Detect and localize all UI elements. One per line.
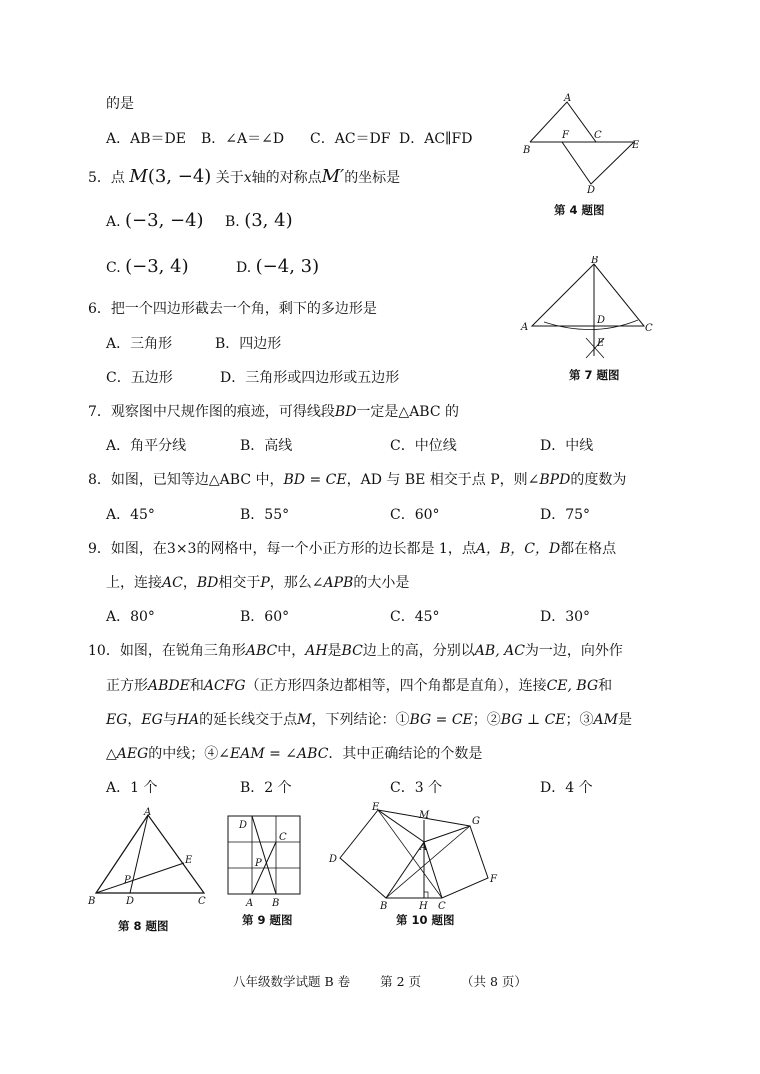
q10-l1a: 10．如图，在锐角三角形: [88, 643, 246, 659]
q7-stem: [88, 401, 459, 421]
fig8-label-p: P: [124, 875, 131, 886]
fig4-label-a: A: [564, 93, 572, 104]
q10-c2: BG ⊥ CE: [500, 712, 566, 728]
fig10-label-g: G: [472, 816, 480, 827]
q10-l1d: 边上的高，分别以: [362, 643, 475, 659]
q5-option-d-value: (−4, 3): [255, 256, 320, 277]
fig9-caption: 第 9 题图: [242, 913, 293, 927]
q6-option-c: C．五边形: [106, 370, 173, 386]
q8-option-d: D．75°: [540, 507, 591, 523]
fig7-caption: 第 7 题图: [569, 368, 620, 382]
q9-stem-1b: 的网格中，每一个小正方形的边长都是 1，点: [196, 541, 476, 557]
q10-l3a: EG: [106, 712, 128, 728]
q5-option-b: [225, 210, 293, 231]
fig4-label-d: D: [587, 185, 596, 194]
fig7-label-e: E: [597, 338, 605, 349]
q9-option-a: A．80°: [106, 609, 155, 625]
fig10-caption: 第 10 题图: [396, 913, 455, 927]
page-footer: [0, 972, 760, 990]
q10-l3d: 与: [162, 712, 177, 728]
fig9-label-c: C: [279, 832, 287, 843]
fig8-caption: 第 8 题图: [118, 919, 169, 933]
q8-stem: [88, 469, 626, 489]
q6-option-b: B．四边形: [215, 336, 282, 352]
q5-text-2: 关于: [215, 170, 244, 186]
q9-ac: AC: [162, 575, 183, 591]
q5-point: M: [129, 166, 148, 187]
q8-option-b: B．55°: [240, 507, 290, 523]
q10-l2c: （正方形四条边都相等，四个角都是直角），连接: [245, 678, 547, 694]
footer-page: 第 2 页: [380, 974, 422, 989]
fig8-label-c: C: [198, 896, 206, 905]
q10-abde: ABDE: [148, 678, 190, 694]
fig7-label-b: B: [591, 256, 599, 266]
q5-coords: (3, −4): [147, 166, 212, 187]
fig4-label-c: C: [594, 130, 602, 141]
q9-p: P: [260, 575, 270, 591]
q10-stem-line2: [106, 675, 612, 695]
fig7-label-a: A: [521, 322, 529, 333]
fig9-label-b: B: [272, 898, 280, 909]
q9-option-d: D．30°: [540, 609, 591, 625]
q10-l4a: △AEG: [106, 746, 149, 762]
fig8-label-a: A: [144, 807, 152, 818]
footer-total: （共 8 页）: [461, 974, 527, 989]
footer-title: 八年级数学试题 B 卷: [233, 974, 351, 989]
q10-l3g: M: [297, 712, 312, 728]
q9-stem-2d: 的大小是: [353, 575, 410, 591]
q10-option-b: B．2 个: [240, 780, 292, 796]
q10-option-d: D．4 个: [540, 780, 593, 796]
q5-option-d-label: D.: [236, 260, 252, 276]
fig8-label-e: E: [185, 855, 193, 866]
q10-option-a: A．1 个: [106, 780, 158, 796]
q10-l3c: EG: [141, 712, 163, 728]
fig10-label-e: E: [372, 802, 380, 813]
fig10-label-d: D: [329, 854, 338, 865]
q9-points: A，B，C，D: [475, 541, 561, 557]
q9-stem-line2: [106, 572, 409, 592]
q7-option-a: A．角平分线: [106, 438, 187, 454]
q5-point-prime: M′: [321, 166, 345, 187]
q9-stem-2c: ，那么: [269, 575, 312, 591]
q8-eq: BD = CE: [283, 472, 347, 488]
q5-option-c: [106, 256, 189, 277]
fig4-label-f: F: [562, 130, 569, 141]
figure-q7: [516, 256, 662, 360]
q6-option-a: A．三角形: [106, 336, 173, 352]
q9-option-b: B．60°: [240, 609, 290, 625]
q7-seg: BD: [334, 404, 357, 420]
q8-option-a: A．45°: [106, 507, 155, 523]
q7-stem-1: 7．观察图中尺规作图的痕迹，可得线段: [88, 404, 335, 420]
q9-angle: ∠APB: [311, 575, 354, 591]
q10-c1: BG = CE: [409, 712, 473, 728]
q10-l3f: 的延长线交于点: [199, 712, 298, 728]
q10-stem-line1: [88, 640, 623, 660]
fig9-label-p: P: [255, 858, 262, 869]
figure-q8: [84, 805, 214, 905]
fig10-label-m: M: [419, 810, 430, 821]
q7-option-c: C．中位线: [390, 438, 457, 454]
q10-l2a: 正方形: [106, 678, 148, 694]
q10-l1b: 中，: [277, 643, 306, 659]
q5-text-3: 轴的对称点: [251, 170, 322, 186]
q9-stem-1a: 9．如图，在: [88, 541, 167, 557]
q10-l3i: ；②: [472, 712, 501, 728]
q4-option-c: C．AC＝DF: [310, 131, 391, 147]
q5-axis: x: [243, 170, 252, 186]
q5-option-a-label: A.: [106, 214, 121, 230]
q9-stem-2a: 上，连接: [106, 575, 162, 591]
q4-stem-tail: 的是: [106, 96, 134, 112]
fig9-label-a: A: [246, 898, 254, 909]
fig8-label-b: B: [88, 896, 96, 905]
q4-option-a: A．AB＝DE: [106, 131, 186, 147]
q10-option-c: C．3 个: [390, 780, 443, 796]
fig7-label-c: C: [645, 323, 653, 334]
q10-acfg: ACFG: [203, 678, 246, 694]
q6-stem: 6．把一个四边形截去一个角，剩下的多边形是: [88, 301, 377, 317]
figure-q9: [224, 810, 304, 910]
q10-l4c: ．其中正确结论的个数是: [328, 746, 483, 762]
q8-stem-2: ，AD 与 BE 相交于点 P，则: [346, 472, 528, 488]
fig7-label-d: D: [597, 315, 606, 326]
q10-l3h: ，下列结论：①: [311, 712, 410, 728]
fig4-label-e: E: [632, 140, 640, 151]
q9-stem-line1: [88, 538, 616, 558]
q8-stem-3: 的度数为: [570, 472, 627, 488]
q10-stem-line4: [106, 743, 482, 763]
q5-option-a-value: (−3, −4): [125, 210, 204, 231]
q10-l3b: ，: [127, 712, 142, 728]
q5-text-4: 的坐标是: [344, 170, 401, 186]
q10-ab-ac: AB, AC: [474, 643, 525, 659]
fig10-label-b: B: [380, 901, 388, 912]
fig10-label-f: F: [490, 874, 497, 885]
q10-l2d: 和: [598, 678, 613, 694]
q5-option-a: [106, 210, 204, 231]
q7-option-d: D．中线: [540, 438, 594, 454]
q9-grid: 3×3: [166, 541, 197, 557]
fig8-label-d: D: [126, 896, 135, 905]
q10-l2b: 和: [189, 678, 204, 694]
q9-comma: ，: [182, 575, 197, 591]
q10-c4: ∠EAM = ∠ABC: [218, 746, 329, 762]
q10-bc: BC: [341, 643, 363, 659]
q5-option-d: [236, 256, 319, 277]
fig10-label-a: A: [420, 842, 428, 853]
q10-c3: AM: [593, 712, 618, 728]
q7-stem-2: 一定是△ABC 的: [356, 404, 460, 420]
q8-stem-1: 8．如图，已知等边△ABC 中，: [88, 472, 284, 488]
q5-option-b-value: (3, 4): [244, 210, 293, 231]
q9-option-c: C．45°: [390, 609, 440, 625]
figure-q10: [322, 800, 502, 912]
q5-option-c-value: (−3, 4): [125, 256, 189, 277]
q8-option-c: C．60°: [390, 507, 440, 523]
q8-angle: ∠BPD: [527, 472, 571, 488]
fig10-label-h: H: [419, 901, 428, 912]
fig9-label-d: D: [239, 820, 248, 831]
q10-l3e: HA: [176, 712, 200, 728]
fig4-caption: 第 4 题图: [554, 203, 605, 217]
q10-l3k: 是: [617, 712, 632, 728]
q7-option-b: B．高线: [240, 438, 293, 454]
q6-option-d: D．三角形或四边形或五边形: [220, 370, 400, 386]
q5-number: 5．: [88, 170, 111, 186]
q9-bd: BD: [196, 575, 219, 591]
q4-option-d: D．AC∥FD: [399, 131, 473, 147]
q5-option-b-label: B.: [225, 214, 240, 230]
q10-ah: AH: [305, 643, 328, 659]
q10-l4b: 的中线；④: [148, 746, 219, 762]
q10-l1e: 为一边，向外作: [524, 643, 623, 659]
q5-text-1: 点: [110, 170, 125, 186]
q10-ce-bg: CE, BG: [546, 678, 599, 694]
fig4-label-b: B: [523, 145, 531, 156]
q5-option-c-label: C.: [106, 260, 121, 276]
q9-stem-2b: 相交于: [218, 575, 261, 591]
q4-option-b: B．∠A＝∠D: [201, 131, 285, 147]
q5-stem: [88, 166, 400, 187]
q10-l3j: ；③: [565, 712, 594, 728]
fig10-label-c: C: [438, 901, 446, 912]
q10-l1c: 是: [327, 643, 342, 659]
q10-abc: ABC: [245, 643, 278, 659]
q9-stem-1c: 都在格点: [560, 541, 617, 557]
figure-q4: [520, 92, 648, 194]
q10-stem-line3: [106, 709, 632, 729]
